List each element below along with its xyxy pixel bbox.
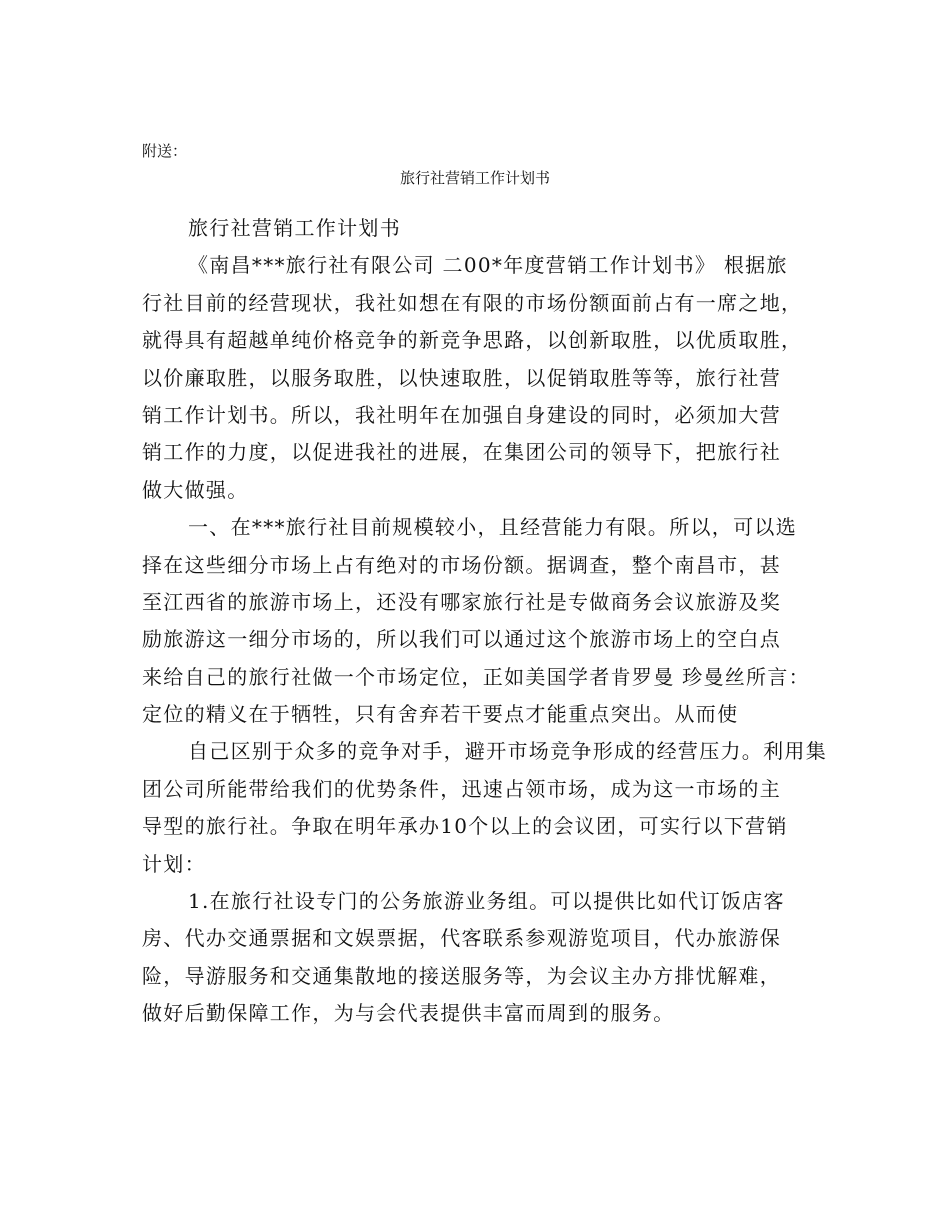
paragraph-line: 《南昌***旅行社有限公司 二00*年度营销工作计划书》 根据旅	[188, 253, 788, 278]
paragraph-line: 导型的旅行社。争取在明年承办10个以上的会议团，可实行以下营销	[142, 814, 788, 839]
document-heading: 旅行社营销工作计划书	[399, 169, 550, 187]
paragraph-line: 团公司所能带给我们的优势条件，迅速占领市场，成为这一市场的主	[142, 776, 781, 801]
paragraph-line: 险，导游服务和交通集散地的接送服务等，为会议主办方排忧解难，	[142, 963, 781, 988]
paragraph-line: 就得具有超越单纯价格竞争的新竞争思路，以创新取胜，以优质取胜，	[142, 328, 803, 353]
paragraph-line: 计划：	[142, 851, 206, 876]
paragraph-line: 励旅游这一细分市场的，所以我们可以通过这个旅游市场上的空白点	[142, 627, 781, 652]
attachment-label: 附送：	[142, 142, 188, 160]
paragraph-line: 来给自己的旅行社做一个市场定位，正如美国学者肯罗曼 珍曼丝所言：	[142, 664, 810, 689]
paragraph-line: 一、在***旅行社目前规模较小，且经营能力有限。所以，可以选	[188, 515, 797, 540]
document-body	[142, 210, 827, 1033]
paragraph-line: 做好后勤保障工作，为与会代表提供丰富而周到的服务。	[142, 1001, 675, 1026]
paragraph-line: 销工作的力度，以促进我社的进展，在集团公司的领导下，把旅行社	[142, 440, 781, 465]
paragraph-line: 定位的精义在于牺牲，只有舍弃若干要点才能重点突出。从而使	[142, 702, 739, 727]
paragraph-line: 做大做强。	[142, 477, 249, 502]
paragraph-line: 以价廉取胜，以服务取胜，以快速取胜，以促销取胜等等，旅行社营	[142, 365, 781, 390]
body-title: 旅行社营销工作计划书	[188, 216, 401, 240]
paragraph-line: 行社目前的经营现状，我社如想在有限的市场份额面前占有一席之地，	[142, 290, 803, 315]
paragraph-line: 销工作计划书。所以，我社明年在加强自身建设的同时，必须加大营	[142, 402, 781, 427]
paragraph-line: 至江西省的旅游市场上，还没有哪家旅行社是专做商务会议旅游及奖	[142, 589, 781, 614]
paragraph-line: 择在这些细分市场上占有绝对的市场份额。据调查，整个南昌市，甚	[142, 552, 781, 577]
paragraph-line: 1.在旅行社设专门的公务旅游业务组。可以提供比如代订饭店客	[188, 889, 785, 914]
paragraph-line: 自己区别于众多的竞争对手，避开市场竞争形成的经营压力。利用集	[188, 739, 827, 764]
paragraph-line: 房、代办交通票据和文娱票据，代客联系参观游览项目，代办旅游保	[142, 926, 781, 951]
